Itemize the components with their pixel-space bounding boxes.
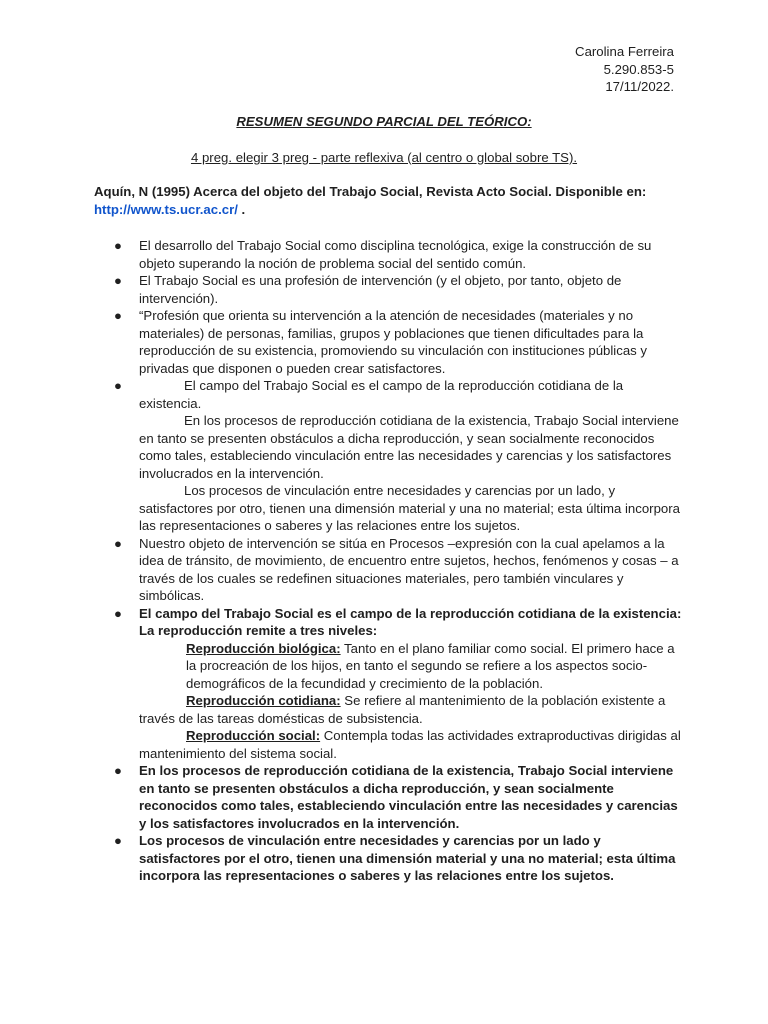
bullet-icon: ● <box>114 833 122 848</box>
reproduction-biological-label: Reproducción biológica: <box>186 640 341 656</box>
list-item <box>94 762 684 832</box>
list-item <box>94 272 684 307</box>
reproduction-social-text: Contempla todas las actividades extraproductivas dirigidas al mantenimiento del sistema social. <box>139 728 681 761</box>
list-item <box>94 535 684 605</box>
list-item-text: El campo del Trabajo Social es el campo de la reproducción cotidiana de la existencia. <box>139 378 624 411</box>
list-item-text: Los procesos de vinculación entre necesidades y carencias por un lado y satisfactores por el otro, tienen una dimensión material y una no material; esta última incorpora las representaciones o saberes y las relaciones entre los sujetos. <box>139 833 676 883</box>
reproduction-daily-label: Reproducción cotidiana: <box>186 693 341 708</box>
list-item-text: En los procesos de reproducción cotidiana de la existencia, Trabajo Social interviene en tanto se presenten obstáculos a dicha reproducción, y sean socialmente reconocidos como tales, estableciendo vinculación entre las necesidades y carencias y los satisfactores involucrados en la intervención. <box>139 413 679 481</box>
reproduction-biological-text: Tanto en el plano familiar como social. El primero hace a la procreación de los hijos, en tanto el segundo se refiere a los aspectos socio-demográficos de la fecundidad y crecimiento de la población. <box>186 640 675 691</box>
bullet-icon: ● <box>114 763 122 778</box>
list-item <box>94 237 684 272</box>
list-item <box>94 307 684 377</box>
list-item-text: “Profesión que orienta su intervención a la atención de necesidades (materiales y no materiales) de personas, familias, grupos y poblaciones que tienen dificultades para la reproducción de su existencia, promoviendo su vinculación con instituciones públicas y privadas que disponen o pueden crear satisfactores. <box>139 308 648 376</box>
bullet-icon: ● <box>114 238 122 253</box>
document-title: RESUMEN SEGUNDO PARCIAL DEL TEÓRICO: <box>236 114 532 129</box>
bullet-icon: ● <box>114 535 122 551</box>
author-name: Carolina Ferreira <box>575 44 674 59</box>
bibliographic-reference <box>94 183 684 219</box>
author-id: 5.290.853-5 <box>603 61 674 77</box>
list-item-text: El campo del Trabajo Social es el campo de la reproducción cotidiana de la existencia: La reproducción remite a tres niveles: <box>139 605 682 638</box>
list-item-text: El desarrollo del Trabajo Social como disciplina tecnológica, exige la construcción de su objeto superando la noción de problema social del sentido común. <box>139 238 652 271</box>
bullet-icon: ● <box>114 605 122 621</box>
reproduction-daily <box>139 692 684 727</box>
list-item <box>94 605 684 763</box>
reference-link[interactable]: http://www.ts.ucr.ac.cr/ <box>94 202 238 217</box>
bullet-icon: ● <box>114 273 122 288</box>
reference-tail: . <box>237 202 246 217</box>
document-subtitle: 4 preg. elegir 3 preg - parte reflexiva (al centro o global sobre TS). <box>190 150 578 165</box>
reproduction-daily-text: Se refiere al mantenimiento de la población existente a través de las tareas domésticas de subsistencia. <box>139 693 666 726</box>
list-item-text: Los procesos de vinculación entre necesidades y carencias por un lado, y satisfactores por otro, tienen una dimensión material y una no material; esta última incorpora las representaciones o saberes y las relaciones entre los sujetos. <box>139 483 680 533</box>
reproduction-biological <box>139 640 684 693</box>
bullet-icon: ● <box>114 378 122 393</box>
summary-list <box>94 237 684 885</box>
bullet-icon: ● <box>114 308 122 323</box>
reproduction-social-label: Reproducción social: <box>186 728 321 743</box>
list-item-text: Nuestro objeto de intervención se sitúa en Procesos –expresión con la cual apelamos a la idea de tránsito, de movimiento, de encuentro entre sujetos, hechos, fenómenos y cosas – a través de los cuales se redefinen situaciones materiales, pero también vinculares y simbólicas. <box>139 535 679 603</box>
list-item <box>94 377 684 535</box>
reference-text: Aquín, N (1995) Acerca del objeto del Trabajo Social, Revista Acto Social. Disponible en: <box>94 184 647 199</box>
reproduction-social <box>139 727 684 762</box>
list-item-text: En los procesos de reproducción cotidiana de la existencia, Trabajo Social interviene en tanto se presenten obstáculos a dicha reproducción, y sean socialmente reconocidos como tales, estableciendo vinculación entre las necesidades y carencias y los satisfactores involucrados en la intervención. <box>139 763 678 831</box>
list-item-text: El Trabajo Social es una profesión de intervención (y el objeto, por tanto, objeto de intervención). <box>139 273 622 306</box>
author-block <box>575 43 674 96</box>
document-date: 17/11/2022. <box>605 79 674 94</box>
list-item <box>94 832 684 885</box>
